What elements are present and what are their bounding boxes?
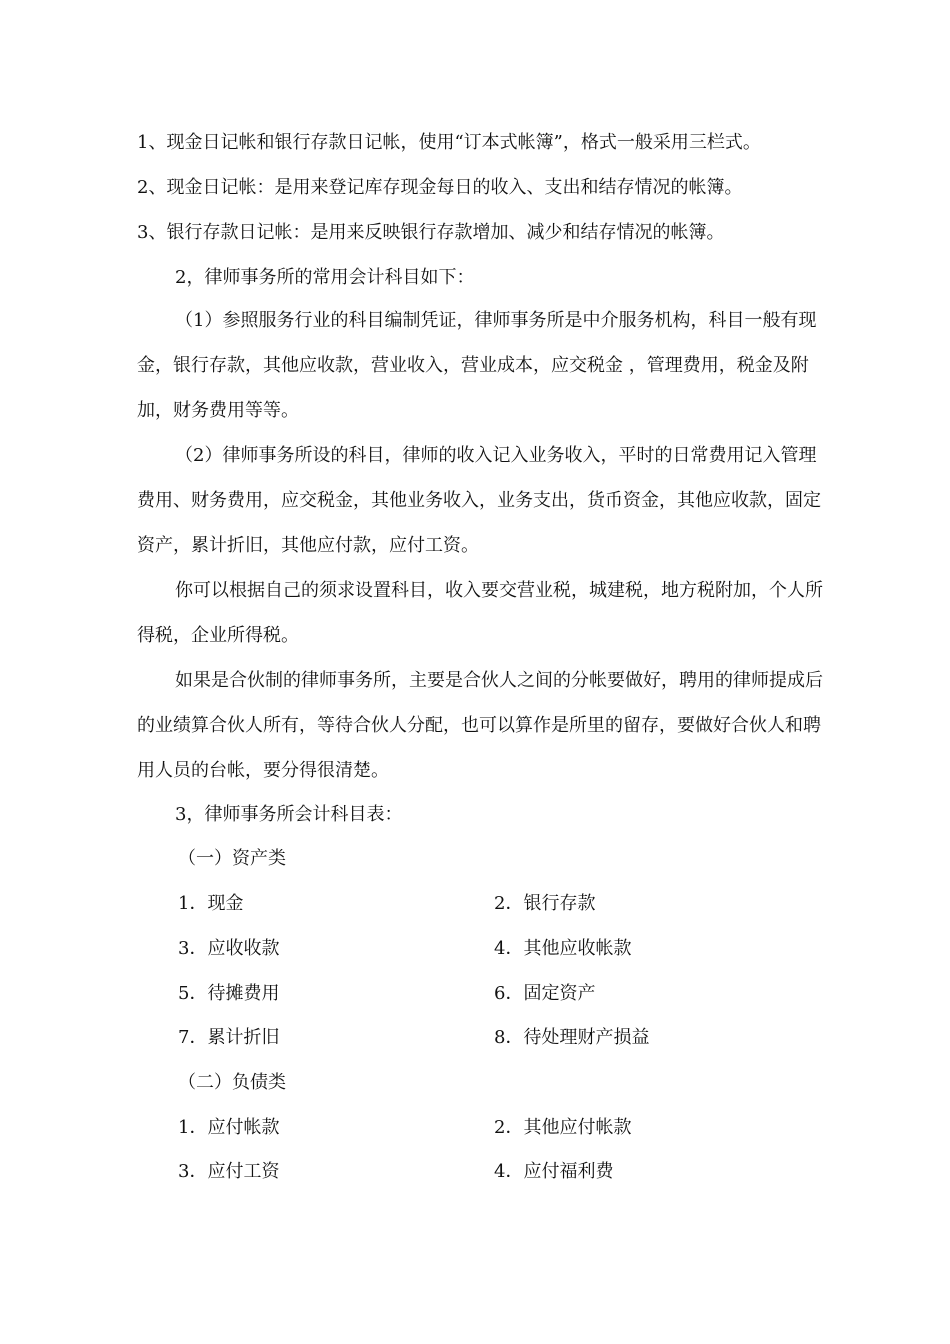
paragraph-1: 1、现金日记帐和银行存款日记帐，使用“订本式帐簿”，格式一般采用三栏式。	[137, 132, 761, 153]
asset-item: 7．累计折旧	[178, 1027, 280, 1048]
asset-item: 8．待处理财产损益	[494, 1027, 650, 1048]
liability-item: 1．应付帐款	[178, 1117, 280, 1138]
liability-item: 3．应付工资	[178, 1161, 280, 1182]
paragraph-7: 你可以根据自己的须求设置科目，收入要交营业税，城建税，地方税附加，个人所得税，企业所得税。	[137, 580, 823, 646]
asset-item: 3．应收收款	[178, 938, 280, 959]
section-heading-3: 3，律师事务所会计科目表：	[175, 804, 403, 825]
section-heading-2: 2，律师事务所的常用会计科目如下：	[175, 267, 475, 288]
asset-item: 6．固定资产	[494, 983, 596, 1004]
paragraph-3: 3、银行存款日记帐：是用来反映银行存款增加、减少和结存情况的帐簿。	[137, 222, 725, 243]
liabilities-heading: （二）负债类	[178, 1072, 286, 1093]
paragraph-6: （2）律师事务所设的科目，律师的收入记入业务收入，平时的日常费用记入管理费用、财务费用，应交税金，其他业务收入，业务支出，货币资金，其他应收款，固定资产，累计折旧，其他应付款，应付工资。	[137, 445, 821, 556]
asset-item: 5．待摊费用	[178, 983, 280, 1004]
assets-heading: （一）资产类	[178, 848, 286, 869]
asset-item: 4．其他应收帐款	[494, 938, 632, 959]
paragraph-8: 如果是合伙制的律师事务所，主要是合伙人之间的分帐要做好，聘用的律师提成后的业绩算合伙人所有，等待合伙人分配，也可以算作是所里的留存，要做好合伙人和聘用人员的台帐，要分得很清楚。	[137, 670, 823, 781]
liability-item: 4．应付福利费	[494, 1161, 614, 1182]
liability-item: 2．其他应付帐款	[494, 1117, 632, 1138]
paragraph-5: （1）参照服务行业的科目编制凭证，律师事务所是中介服务机构，科目一般有现金，银行存款，其他应收款，营业收入，营业成本，应交税金 ，管理费用，税金及附加，财务费用等等。	[137, 310, 817, 421]
asset-item: 1．现金	[178, 893, 244, 914]
paragraph-2: 2、现金日记帐：是用来登记库存现金每日的收入、支出和结存情况的帐簿。	[137, 177, 743, 198]
asset-item: 2．银行存款	[494, 893, 596, 914]
